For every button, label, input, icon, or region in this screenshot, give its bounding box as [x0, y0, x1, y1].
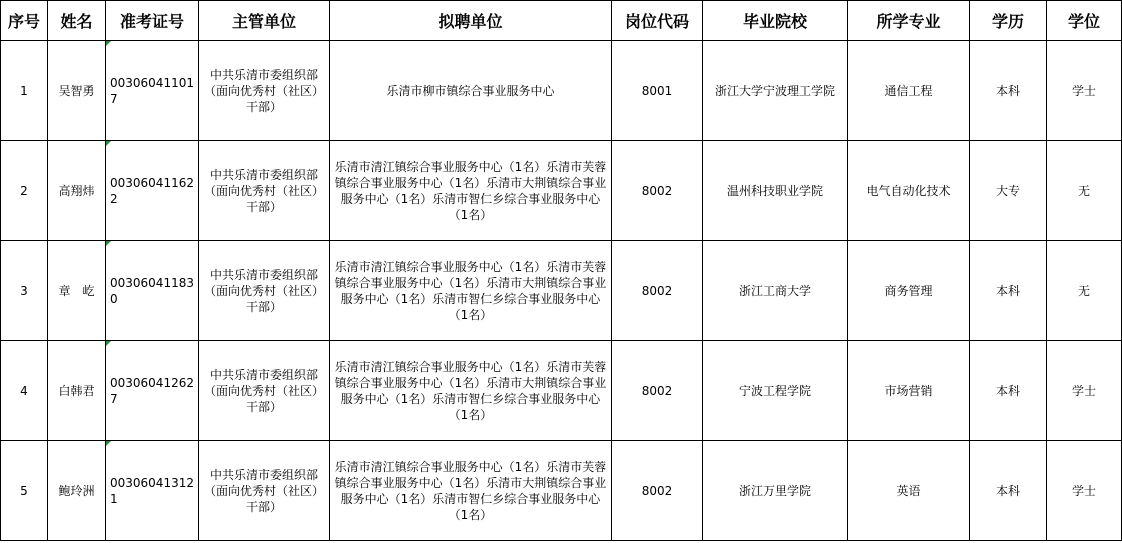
cell-degree: 无 [1047, 141, 1122, 241]
cell-major: 电气自动化技术 [848, 141, 970, 241]
cell-post-code: 8002 [612, 241, 703, 341]
table-row [1, 441, 1122, 541]
table-row [1, 41, 1122, 141]
cell-school: 浙江工商大学 [703, 241, 848, 341]
table-row [1, 241, 1122, 341]
cell-school: 温州科技职业学院 [703, 141, 848, 241]
cell-authority: 中共乐清市委组织部（面向优秀村（社区）干部） [199, 441, 330, 541]
cell-major: 市场营销 [848, 341, 970, 441]
cell-school: 浙江大学宁波理工学院 [703, 41, 848, 141]
cell-authority: 中共乐清市委组织部（面向优秀村（社区）干部） [199, 41, 330, 141]
cell-degree: 学士 [1047, 341, 1122, 441]
cell-name: 白韩君 [48, 341, 106, 441]
cell-authority: 中共乐清市委组织部（面向优秀村（社区）干部） [199, 341, 330, 441]
cell-seq: 4 [1, 341, 48, 441]
cell-employer: 乐清市清江镇综合事业服务中心（1名）乐清市芙蓉镇综合事业服务中心（1名）乐清市大荆镇综合事业服务中心（1名）乐清市智仁乡综合事业服务中心（1名） [330, 241, 612, 341]
table-header-row [1, 1, 1122, 41]
cell-post-code: 8002 [612, 441, 703, 541]
cell-name: 鲍玲洲 [48, 441, 106, 541]
cell-major: 商务管理 [848, 241, 970, 341]
cell-major: 通信工程 [848, 41, 970, 141]
cell-degree: 学士 [1047, 441, 1122, 541]
cell-post-code: 8001 [612, 41, 703, 141]
cell-authority: 中共乐清市委组织部（面向优秀村（社区）干部） [199, 141, 330, 241]
cell-exam-id: 003060411017 [106, 41, 199, 141]
cell-seq: 2 [1, 141, 48, 241]
cell-exam-id: 003060412627 [106, 341, 199, 441]
cell-exam-id: 003060413121 [106, 441, 199, 541]
cell-name: 吴智勇 [48, 41, 106, 141]
header-name: 姓名 [48, 1, 106, 41]
table-row [1, 141, 1122, 241]
cell-education: 本科 [970, 441, 1047, 541]
cell-education: 大专 [970, 141, 1047, 241]
cell-seq: 1 [1, 41, 48, 141]
cell-name: 章 屹 [48, 241, 106, 341]
cell-exam-id: 003060411830 [106, 241, 199, 341]
cell-school: 浙江万里学院 [703, 441, 848, 541]
cell-exam-id: 003060411622 [106, 141, 199, 241]
header-authority: 主管单位 [199, 1, 330, 41]
cell-employer: 乐清市柳市镇综合事业服务中心 [330, 41, 612, 141]
header-seq: 序号 [1, 1, 48, 41]
header-degree: 学位 [1047, 1, 1122, 41]
cell-education: 本科 [970, 341, 1047, 441]
cell-seq: 3 [1, 241, 48, 341]
cell-name: 高翔炜 [48, 141, 106, 241]
table-row [1, 341, 1122, 441]
cell-education: 本科 [970, 41, 1047, 141]
header-employer: 拟聘单位 [330, 1, 612, 41]
cell-authority: 中共乐清市委组织部（面向优秀村（社区）干部） [199, 241, 330, 341]
cell-employer: 乐清市清江镇综合事业服务中心（1名）乐清市芙蓉镇综合事业服务中心（1名）乐清市大荆镇综合事业服务中心（1名）乐清市智仁乡综合事业服务中心（1名） [330, 141, 612, 241]
cell-education: 本科 [970, 241, 1047, 341]
cell-major: 英语 [848, 441, 970, 541]
header-school: 毕业院校 [703, 1, 848, 41]
header-post-code: 岗位代码 [612, 1, 703, 41]
cell-employer: 乐清市清江镇综合事业服务中心（1名）乐清市芙蓉镇综合事业服务中心（1名）乐清市大荆镇综合事业服务中心（1名）乐清市智仁乡综合事业服务中心（1名） [330, 441, 612, 541]
cell-degree: 无 [1047, 241, 1122, 341]
cell-post-code: 8002 [612, 341, 703, 441]
cell-seq: 5 [1, 441, 48, 541]
cell-school: 宁波工程学院 [703, 341, 848, 441]
header-major: 所学专业 [848, 1, 970, 41]
cell-degree: 学士 [1047, 41, 1122, 141]
header-education: 学历 [970, 1, 1047, 41]
cell-post-code: 8002 [612, 141, 703, 241]
header-exam-id: 准考证号 [106, 1, 199, 41]
cell-employer: 乐清市清江镇综合事业服务中心（1名）乐清市芙蓉镇综合事业服务中心（1名）乐清市大荆镇综合事业服务中心（1名）乐清市智仁乡综合事业服务中心（1名） [330, 341, 612, 441]
